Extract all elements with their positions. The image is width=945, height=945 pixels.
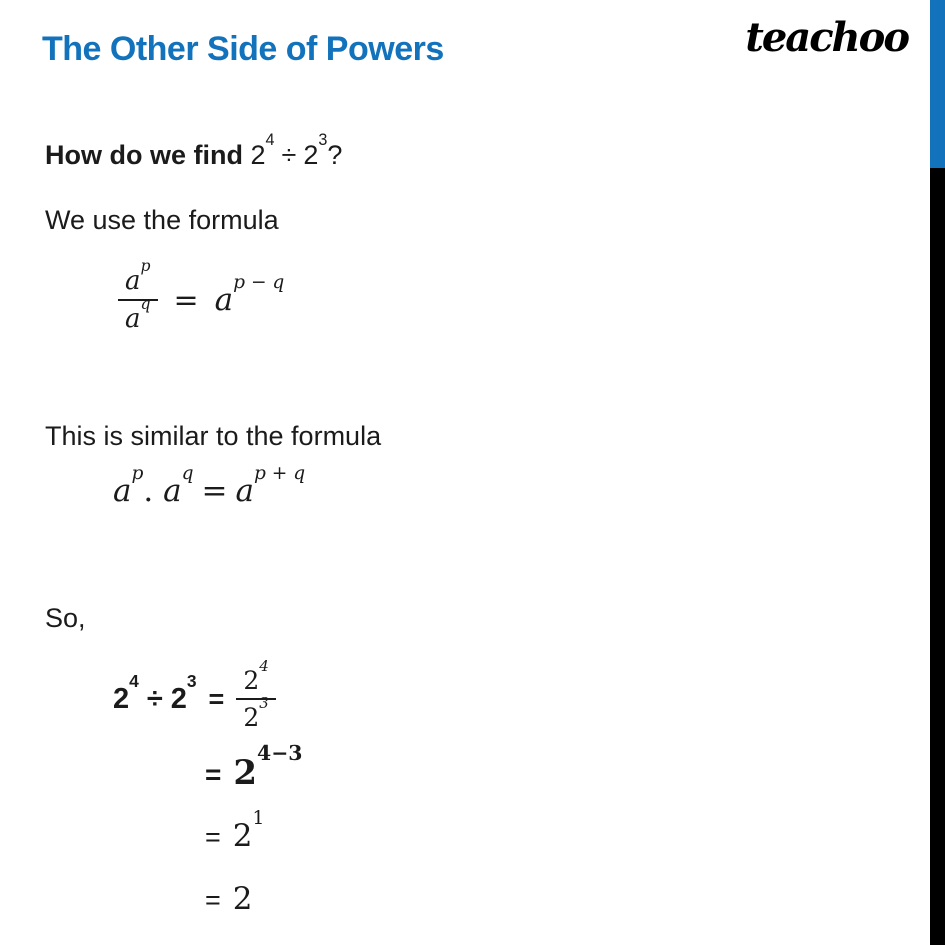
solution-step-2: = $2^{4-3}$ <box>205 741 303 793</box>
question-line <box>45 131 343 171</box>
formula-result: $a^{p - q}$ <box>214 272 285 318</box>
equals-sign: = <box>205 759 222 790</box>
question-prefix: How do we find <box>45 140 243 170</box>
question-expression: $2^4 \div 2^3$? <box>250 131 343 170</box>
right-edge-accent-blue <box>930 0 945 168</box>
fraction-denominator: $2^3$ <box>243 694 269 732</box>
formula-quotient-rule <box>118 256 285 334</box>
equals-sign: = <box>201 473 228 509</box>
fraction <box>236 657 275 732</box>
equals-sign: = <box>173 282 199 318</box>
right-edge-accent-black <box>930 168 945 945</box>
formula-product-rule: $a^p$. $a^q = a^{p + q}$ <box>113 463 306 509</box>
so-label: So, <box>45 603 86 633</box>
fraction-numerator: $a^p$ <box>118 266 158 301</box>
solution-step-1 <box>113 657 276 732</box>
similar-formula-intro-text: This is similar to the formula <box>45 421 382 451</box>
solution-step-3: = $2^1$ <box>205 808 265 854</box>
equals-sign: = <box>205 885 221 915</box>
formula-intro-text: We use the formula <box>45 205 279 235</box>
page-title: The Other Side of Powers <box>42 30 444 68</box>
solution-step-4: = 2 <box>205 881 253 917</box>
fraction-denominator: $a^q$ <box>125 294 151 334</box>
fraction-numerator: $2^4$ <box>236 666 275 700</box>
fraction <box>118 256 158 334</box>
teachoo-logo: teachoo <box>745 14 908 61</box>
equals-sign: = <box>208 683 225 714</box>
equals-sign: = <box>205 822 221 852</box>
solution-step-1-lhs: $2^4\div 2^3$ <box>113 671 197 715</box>
